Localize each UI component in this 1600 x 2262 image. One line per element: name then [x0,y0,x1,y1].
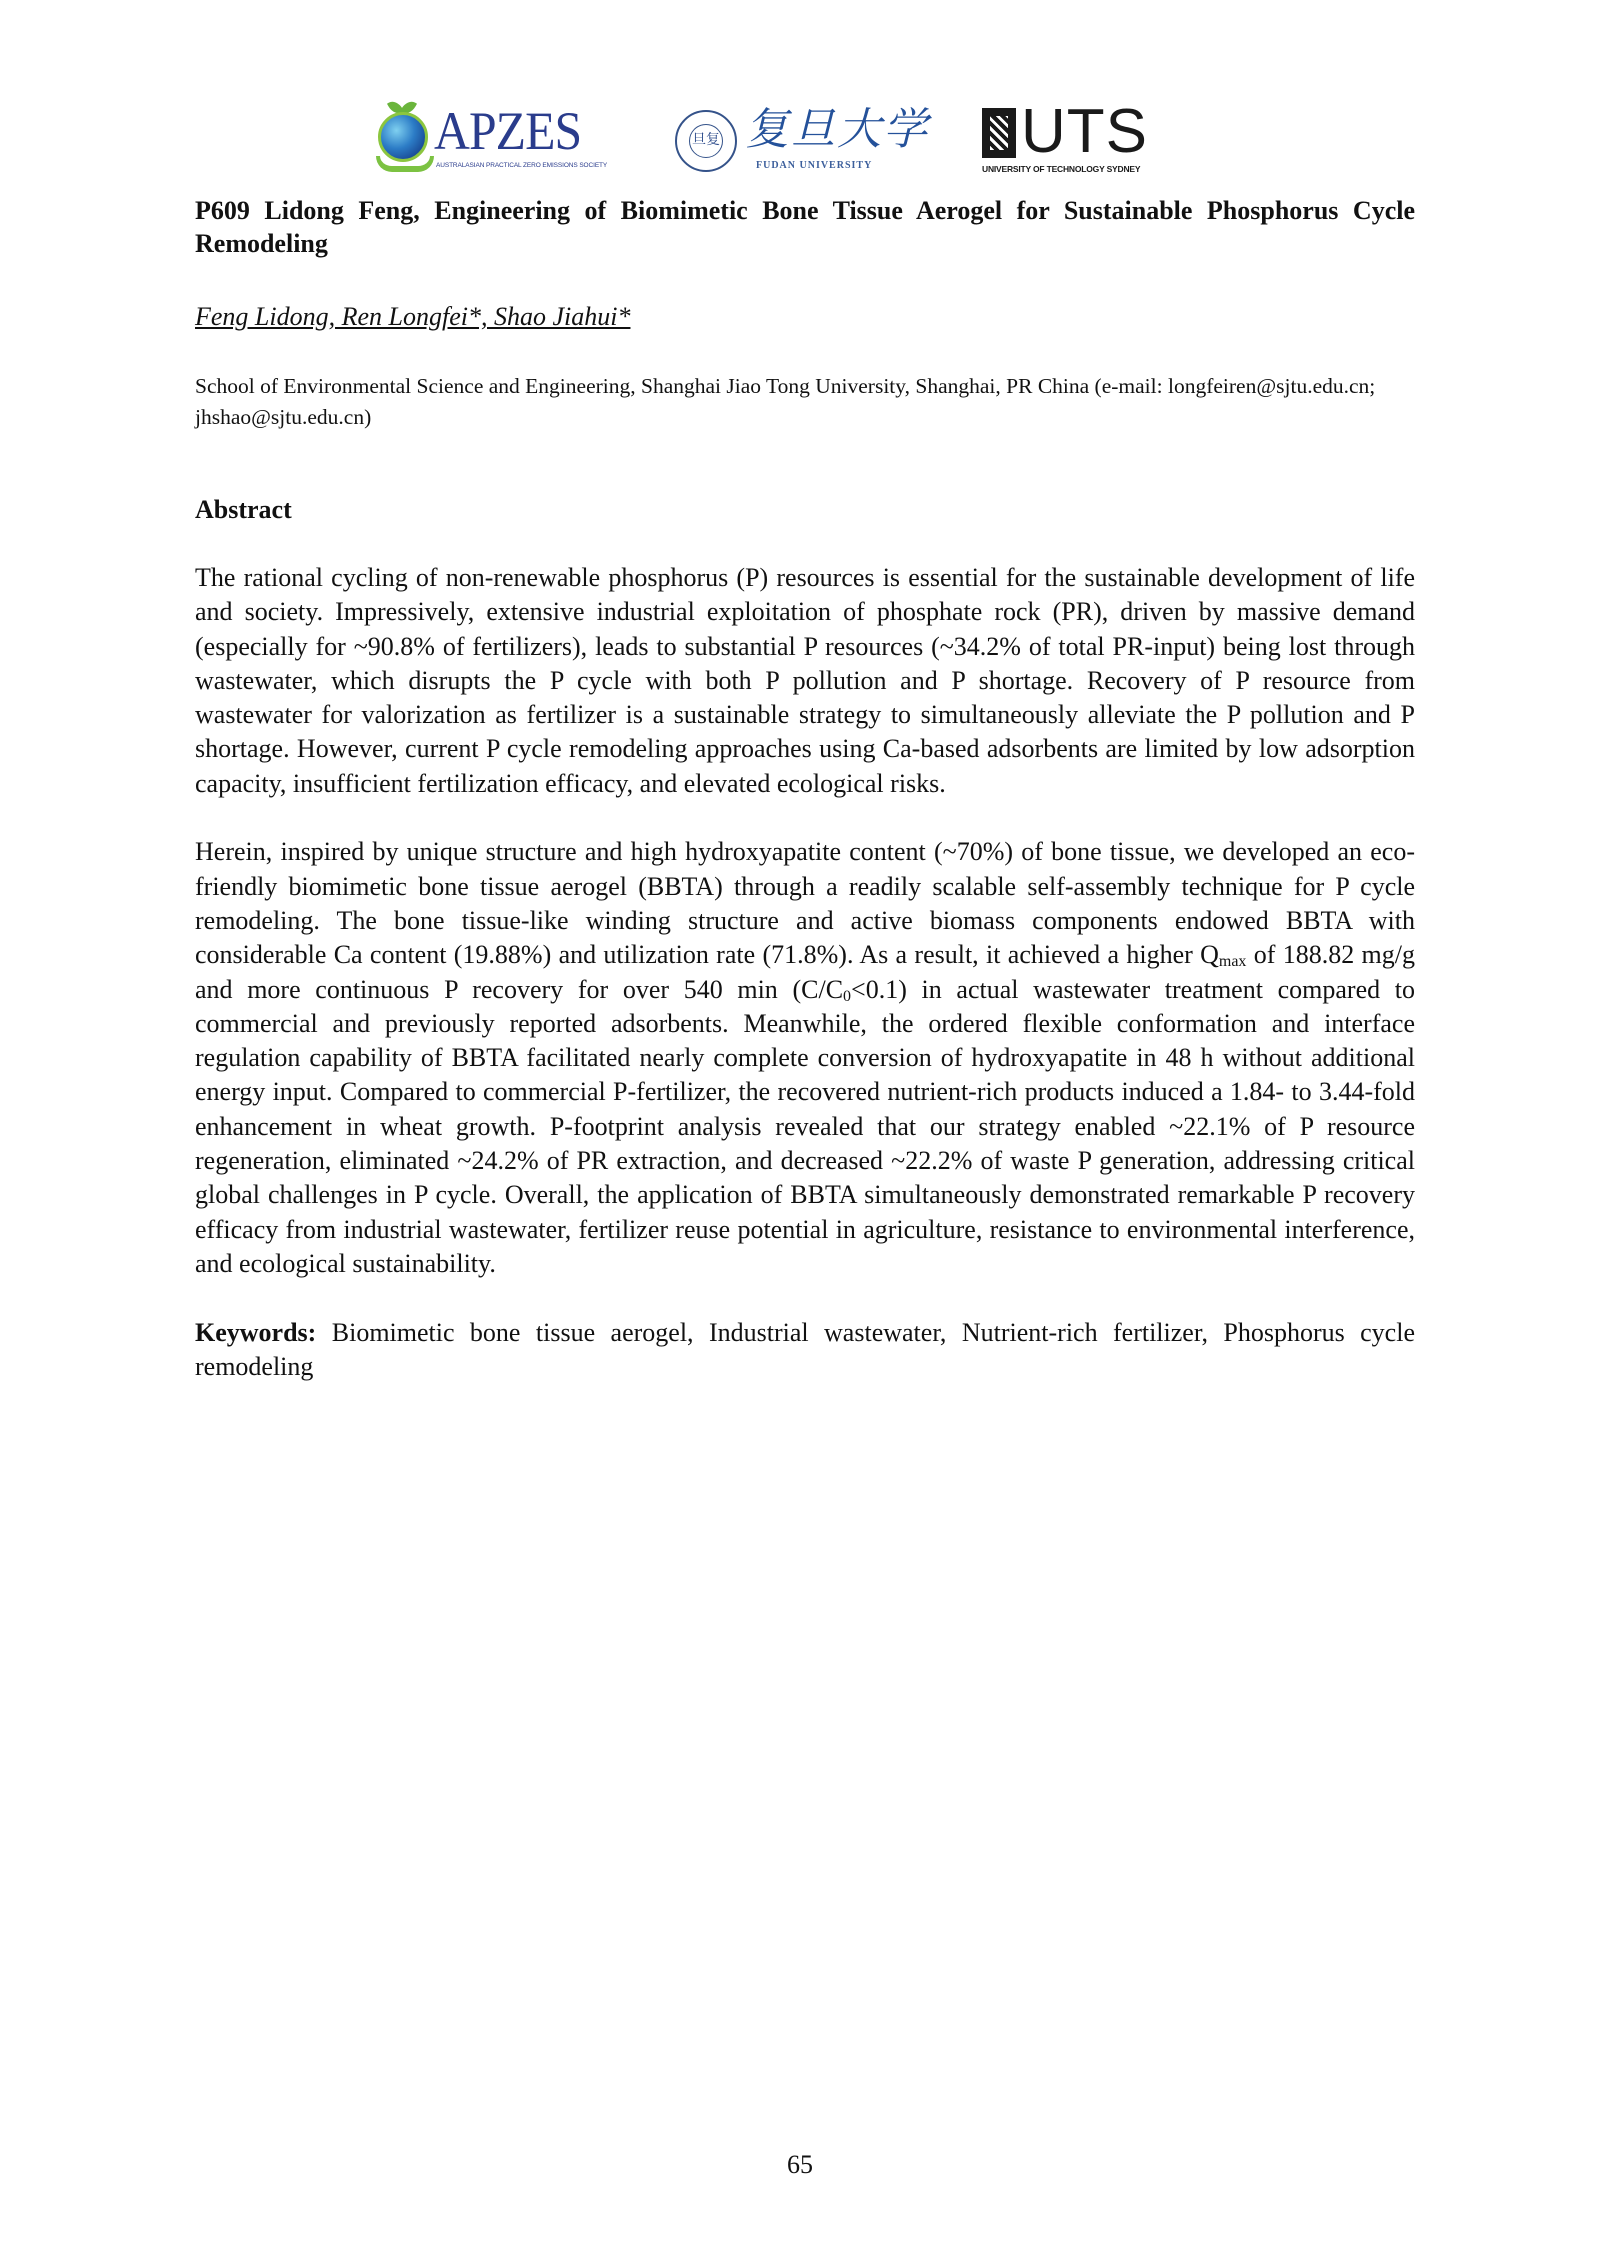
fudan-seal-icon [675,110,737,172]
keywords [195,1316,1415,1385]
apzes-logo [376,100,608,174]
fudan-logo [670,100,929,180]
subscript-max: max [1218,953,1247,971]
apzes-logo-subtitle: AUSTRALASIAN PRACTICAL ZERO EMISSIONS SOCIETY [436,162,608,169]
paper-authors: Feng Lidong, Ren Longfei*, Shao Jiahui* [195,302,631,331]
paragraph-2-text: <0.1) in actual wastewater treatment compared to commercial and previously reported adsorbents. Meanwhile, the ordered flexible conformation and interface regulation capability of BBTA facilitated nearly complete conversion of hydroxyapatite in 48 h without additional energy input. Compared to commercial P-fertilizer, the recovered nutrient-rich products induced a 1.84- to 3.44-fold enhancement in wheat growth. P-footprint analysis revealed that our strategy enabled ~22.1% of P resource regeneration, eliminated ~24.2% of PR extraction, and decreased ~22.2% of waste P generation, addressing critical global challenges in P cycle. Overall, the application of BBTA simultaneously demonstrated remarkable P recovery efficacy from industrial wastewater, fertilizer reuse potential in agriculture, resistance to environmental interference, and ecological sustainability. [195,974,1416,1278]
uts-logo [977,97,1167,180]
fudan-seal-center: 旦复 [689,124,723,158]
page-number: 65 [787,2150,813,2179]
hands-icon [376,156,434,172]
abstract-paragraph-2 [195,835,1415,1281]
paper-affiliation: School of Environmental Science and Engineering, Shanghai Jiao Tong University, Shanghai, PR China (e-mail: longfeiren@sjtu.edu.cn; jhshao@sjtu.edu.cn) [195,374,1376,429]
abstract-paragraph-1: The rational cycling of non-renewable phosphorus (P) resources is essential for the sustainable development of life and society. Impressively, extensive industrial exploitation of phosphate rock (PR), driven by massive demand (especially for ~90.8% of fertilizers), leads to substantial P resources (~34.2% of total PR-input) being lost through wastewater, which disrupts the P cycle with both P pollution and P shortage. Recovery of P resource from wastewater for valorization as fertilizer is a sustainable strategy to simultaneously alleviate the P pollution and P shortage. However, current P cycle remodeling approaches using Ca-based adsorbents are limited by low adsorption capacity, insufficient fertilization efficacy, and elevated ecological risks. [195,563,1415,798]
paragraph-2-text: of 188.82 mg/g and more continuous P recovery for over 540 min (C/C [195,940,1416,1004]
fudan-logo-chinese: 复旦大学 [745,104,929,155]
keywords-list: Biomimetic bone tissue aerogel, Industrial wastewater, Nutrient-rich fertilizer, Phosphorus cycle remodeling [195,1317,1415,1381]
uts-logo-subtitle: UNIVERSITY OF TECHNOLOGY SYDNEY [982,164,1141,174]
globe-icon [378,112,428,162]
abstract-body [195,561,1415,1418]
uts-logo-text: UTS [1021,97,1148,166]
header-logos [0,0,1600,190]
uts-mark-icon [982,108,1016,158]
fudan-logo-subtitle: FUDAN UNIVERSITY [756,160,873,171]
paper-title: P609 Lidong Feng, Engineering of Biomimetic Bone Tissue Aerogel for Sustainable Phosphorus Cycle Remodeling [195,196,1415,258]
abstract-heading: Abstract [195,495,292,524]
apzes-logo-text: APZES [434,101,582,161]
paragraph-2-text: Herein, inspired by unique structure and high hydroxyapatite content (~70%) of bone tissue, we developed an eco-friendly biomimetic bone tissue aerogel (BBTA) through a readily scalable self-assembly technique for P cycle remodeling. The bone tissue-like winding structure and active biomass components endowed BBTA with considerable Ca content (19.88%) and utilization rate (71.8%). As a result, it achieved a higher Q [195,837,1415,970]
keywords-label: Keywords: [195,1317,317,1347]
subscript-zero: 0 [843,987,852,1005]
